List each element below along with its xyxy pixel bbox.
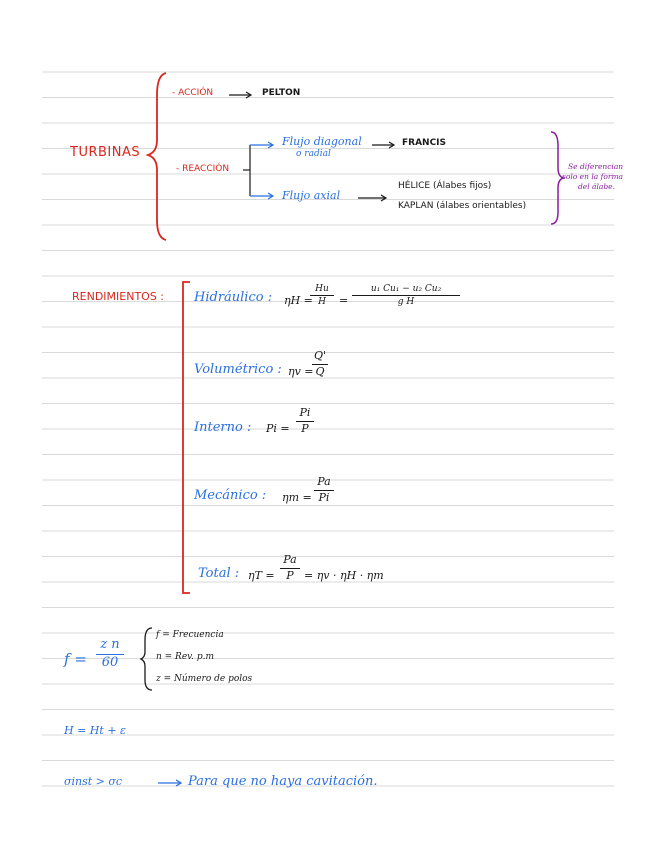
hidraulico-eq-sign: = — [339, 294, 349, 307]
volumetrico-label: Volumétrico : — [194, 362, 282, 377]
frecuencia-def2: n = Rev. p.m — [156, 652, 215, 662]
frac-den: 60 — [101, 654, 119, 670]
volumetrico-lhs: ηv = — [288, 365, 314, 378]
frecuencia-def1: f = Frecuencia — [156, 630, 224, 640]
frac-den: H — [318, 297, 326, 308]
flujo-axial-label: Flujo axial — [282, 189, 341, 202]
total-label: Total : — [198, 566, 240, 581]
frac-num: Q' — [313, 349, 327, 362]
pelton-label: PELTON — [262, 88, 301, 98]
frac-den: Pi — [318, 490, 330, 504]
flujo-radial-label: o radial — [296, 149, 331, 159]
interno-lhs: Pi = — [266, 422, 290, 435]
total-lhs: ηT = — [248, 569, 275, 582]
helice-label: HÉLICE (Álabes fijos) — [398, 181, 492, 191]
frac-num: Pa — [283, 553, 297, 566]
frac-den: g H — [397, 297, 415, 308]
reaccion-label: - REACCIÓN — [176, 164, 230, 174]
frecuencia-lhs: f = — [64, 650, 87, 668]
francis-label: FRANCIS — [402, 138, 447, 148]
interno-label: Interno : — [194, 420, 252, 435]
hidraulico-label: Hidráulico : — [194, 290, 273, 305]
frac-den: Q — [315, 364, 325, 378]
note-line1: Se diferencian — [568, 162, 624, 171]
frac-num: Hu — [315, 284, 329, 294]
frecuencia-def3: z = Número de polos — [156, 674, 253, 684]
total-rhs: = ηv · ηH · ηm — [304, 569, 384, 582]
frac-num: u₁ Cu₁ − u₂ Cu₂ — [370, 284, 442, 294]
hidraulico-lhs: ηH = — [284, 294, 313, 307]
frac-num: Pi — [299, 406, 311, 419]
cavitacion-lhs: σinst > σc — [64, 775, 123, 788]
rendimientos-title: RENDIMIENTOS : — [72, 290, 165, 303]
h-equation: H = Ht + ε — [64, 724, 126, 737]
flujo-diagonal-label: Flujo diagonal — [282, 135, 362, 148]
frac-den: P — [286, 568, 294, 582]
accion-label: - ACCIÓN — [172, 88, 214, 98]
frac-num: z n — [100, 637, 120, 652]
note-line3: del álabe. — [578, 182, 615, 191]
frac-num: Pa — [317, 475, 331, 488]
mecanico-label: Mecánico : — [194, 488, 267, 503]
mecanico-lhs: ηm = — [282, 491, 312, 504]
frac-den: P — [301, 421, 309, 435]
cavitacion-text: Para que no haya cavitación. — [188, 774, 378, 789]
note-line2: solo en la forma — [562, 172, 624, 181]
kaplan-label: KAPLAN (álabes orientables) — [398, 201, 527, 211]
turbinas-title: TURBINAS — [70, 145, 141, 160]
